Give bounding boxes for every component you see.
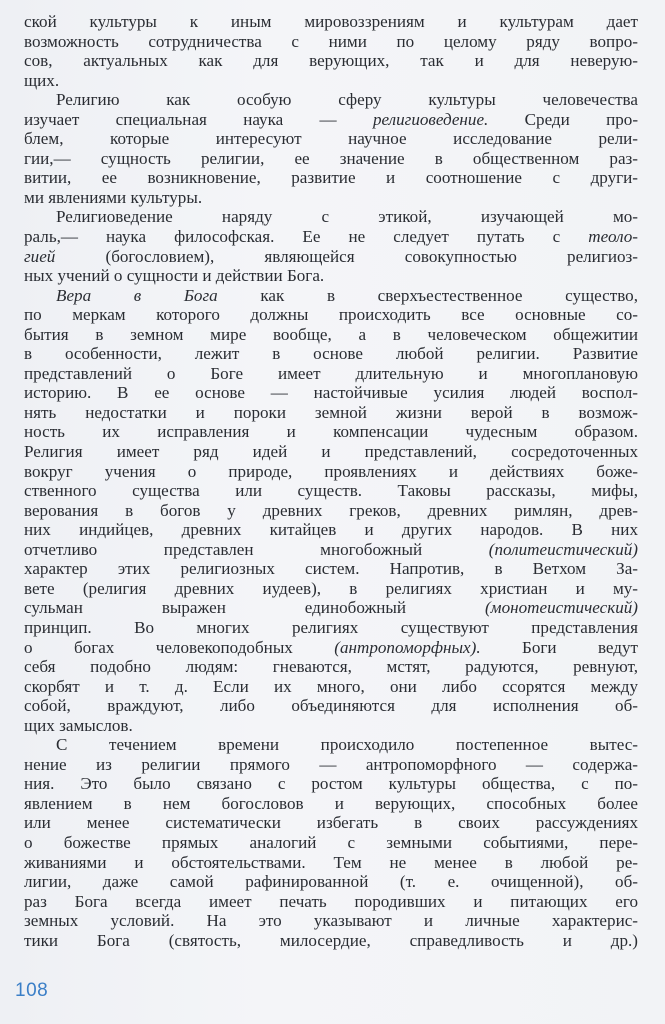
text-line (24, 598, 638, 618)
body-text (24, 12, 638, 950)
text-line (24, 638, 638, 658)
text-line (24, 247, 638, 267)
text-run: сульман выражен единобожный (24, 598, 485, 618)
text-line: верования в богов у древних греков, древних римлян, древ- (24, 500, 638, 520)
text-run: Религию как особую сферу культуры человечества (56, 90, 638, 110)
text-line: ных учений о сущности и действии Бога. (24, 266, 325, 286)
text-line: скорбят и т. д. Если их много, они либо ссорятся между (24, 676, 638, 696)
paragraph (24, 90, 638, 207)
italic-term: гией (24, 246, 56, 266)
text-run: отчетливо представлен многобожный (24, 539, 489, 559)
italic-term: (монотеистический) (484, 598, 638, 618)
text-line: характер этих религиозных систем. Напротив, в Ветхом За- (24, 559, 638, 579)
text-line: них индийцев, древних китайцев и других народов. В них (24, 520, 638, 540)
text-line: ми явлениями культуры. (24, 187, 203, 207)
text-line: С течением времени происходило постепенное вытес- (56, 735, 638, 755)
paragraph (24, 735, 638, 950)
text-line: вете (религия древних иудеев), в религиях христиан и му- (24, 578, 638, 598)
text-line: живаниями и обстоятельствами. Тем не менее в любой ре- (24, 852, 638, 872)
text-line: по меркам которого должны происходить все основные со- (24, 305, 638, 325)
text-line: собой, враждуют, либо объединяются для исполнения об- (24, 696, 638, 716)
page-number: 108 (15, 980, 49, 1001)
text-line: вокруг учения о природе, проявлениях и действиях боже- (24, 461, 638, 481)
text-line: раз Бога всегда имеет печать породивших и питающих его (24, 891, 638, 911)
text-line: возможность сотрудничества с ними по целому ряду вопро- (24, 31, 638, 51)
paragraph (24, 207, 638, 285)
text-line: ственного существа или существ. Таковы рассказы, мифы, (24, 481, 638, 501)
text-line: представлений о Боге имеет длительную и многоплановую (24, 363, 638, 383)
text-line: о божестве прямых аналогий с земными событиями, пере- (24, 832, 638, 852)
text-line: ность их исправления и компенсации чудесным образом. (24, 422, 638, 442)
text-line: лигии, даже самой рафинированной (т. е. очищенной), об- (24, 872, 638, 892)
text-line: ской культуры к иным мировоззрениям и культурам дает (24, 12, 638, 31)
italic-term: (антропоморфных). (334, 637, 481, 657)
text-line: щих. (24, 70, 60, 90)
text-line: принцип. Во многих религиях существуют представления (24, 617, 638, 637)
text-line: гии,— сущность религии, ее значение в общественном раз- (24, 148, 638, 168)
text-line: бытия в земном мире вообще, а в человеческом общежитии (24, 324, 638, 344)
text-line (24, 227, 638, 247)
text-line (24, 286, 638, 306)
text-run: о богах человекоподобных (24, 637, 335, 657)
text-run: (богословием), являющейся совокупностью религиоз- (55, 246, 638, 266)
text-line (24, 90, 638, 110)
italic-term: религиоведение. (372, 109, 489, 129)
text-run: как в сверхъестественное существо, (217, 285, 639, 305)
text-run: Боги ведут (480, 637, 638, 657)
text-line: себя подобно людям: гневаются, мстят, радуются, ревнуют, (24, 657, 638, 677)
italic-term: теоло- (588, 227, 638, 247)
text-line: нять недостатки и пороки земной жизни верой в возмож- (24, 402, 638, 422)
text-line (24, 110, 638, 130)
text-line: нение из религии прямого — антропоморфного — содержа- (24, 754, 638, 774)
text-run: раль,— наука философская. Ее не следует путать с (24, 227, 589, 247)
paragraph (24, 12, 638, 90)
paragraph (24, 286, 638, 736)
italic-term: (политеистический) (488, 539, 638, 559)
text-line (24, 540, 638, 560)
text-line: в особенности, лежит в основе любой религии. Развитие (24, 344, 638, 364)
text-line: щих замыслов. (24, 715, 133, 735)
text-line: земных условий. На это указывают и личные характерис- (24, 911, 638, 931)
text-run: изучает специальная наука — (24, 109, 373, 129)
text-line: витии, ее возникновение, развитие и соотношение с други- (24, 168, 638, 188)
text-line: сов, актуальных как для верующих, так и для неверую- (24, 51, 638, 71)
text-run: Среди про- (488, 109, 639, 129)
text-line: тики Бога (святость, милосердие, справедливость и др.) (24, 930, 638, 950)
text-line: или менее систематически избегать в своих рассуждениях (24, 813, 638, 833)
text-line: Религиоведение наряду с этикой, изучающей мо- (56, 207, 638, 227)
text-line: историю. В ее основе — настойчивые усилия людей воспол- (24, 383, 638, 403)
text-line: ния. Это было связано с ростом культуры общества, с по- (24, 774, 638, 794)
text-line: Религия имеет ряд идей и представлений, сосредоточенных (24, 442, 638, 462)
text-line: явлением в нем богословов и верующих, способных более (24, 793, 638, 813)
italic-term: Вера в Бога (56, 285, 218, 305)
text-line: блем, которые интересуют научное исследование рели- (24, 129, 638, 149)
